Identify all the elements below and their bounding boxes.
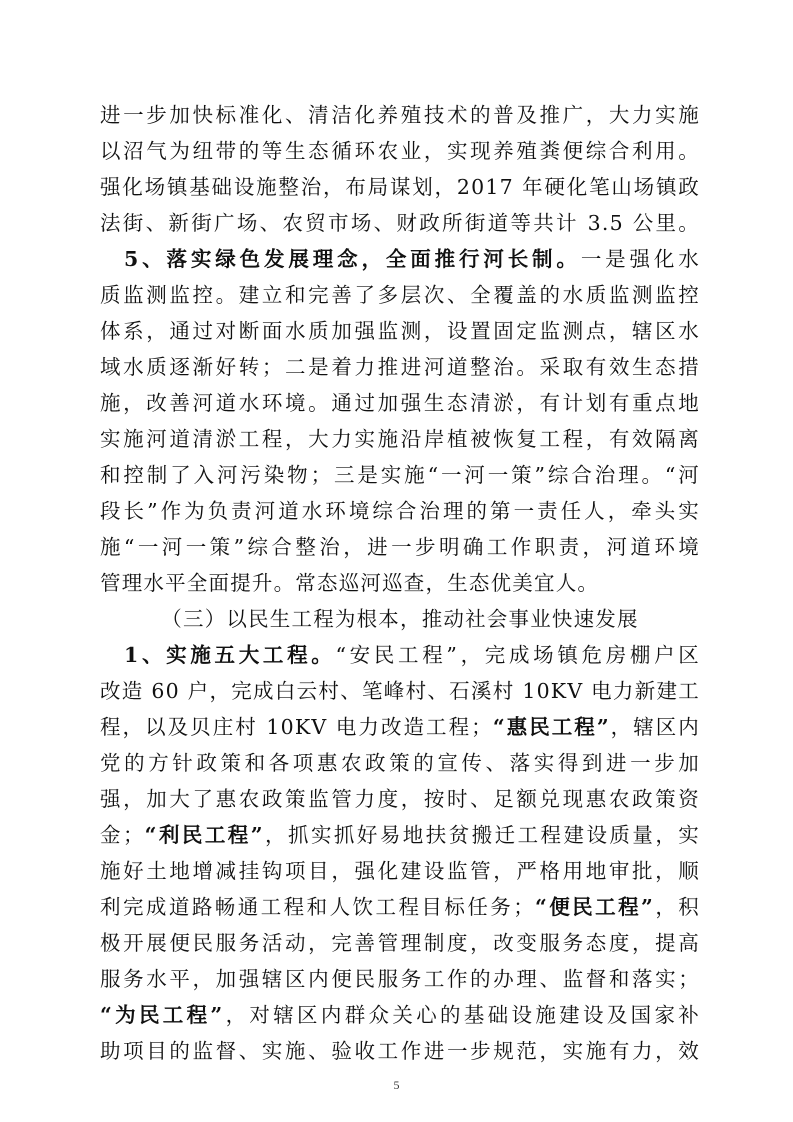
body-text-line: 改造 60 户，完成白云村、笔峰村、石溪村 10KV 电力新建工 (100, 679, 700, 703)
bold-term: “为民工程” (100, 1003, 224, 1027)
body-text-line: 助项目的监督、实施、验收工作进一步规范，实施有力，效 (100, 1039, 700, 1063)
body-text: “安民工程”，完成场镇危房棚户区 (335, 643, 700, 667)
body-text-line (100, 709, 700, 745)
body-text-line: 强，加大了惠农政策监管力度，按时、足额兑现惠农政策资 (100, 787, 700, 811)
bold-term: “利民工程” (144, 823, 264, 847)
body-text: ，抓实抓好易地扶贫搬迁工程建设质量，实 (263, 823, 700, 847)
body-text-line: 党的方针政策和各项惠农政策的宣传、落实得到进一步加 (100, 751, 700, 775)
body-text-line: 极开展便民服务活动，完善管理制度，改变服务态度，提高 (100, 931, 700, 955)
page-number: 5 (393, 1078, 400, 1092)
body-text-line: 施“一河一策”综合整治，进一步明确工作职责，河道环境 (100, 535, 700, 559)
body-text-line (100, 817, 700, 853)
body-text-line (100, 997, 700, 1033)
body-text-line: 强化场镇基础设施整治，布局谋划，2017 年硬化笔山场镇政 (100, 175, 700, 199)
body-text-line (100, 889, 700, 925)
body-text-line: 和控制了入河污染物；三是实施“一河一策”综合治理。“河 (100, 463, 700, 487)
bold-term: “惠民工程” (492, 715, 610, 739)
body-text: ，辖区内 (609, 715, 700, 739)
body-text-line: 体系，通过对断面水质加强监测，设置固定监测点，辖区水 (100, 319, 700, 343)
body-text-line: 施好土地增减挂钩项目，强化建设监管，严格用地审批，顺 (100, 859, 700, 883)
body-text-line: 施，改善河道水环境。通过加强生态清淤，有计划有重点地 (100, 391, 700, 415)
body-text-line: 域水质逐渐好转；二是着力推进河道整治。采取有效生态措 (100, 355, 700, 379)
body-text-line: 进一步加快标准化、清洁化养殖技术的普及推广，大力实施 (100, 103, 700, 127)
body-text-line: 以沼气为纽带的等生态循环农业，实现养殖粪便综合利用。 (100, 139, 700, 163)
body-text: 一是强化水 (580, 247, 700, 271)
paragraph-heading: 5、落实绿色发展理念，全面推行河长制。 (124, 247, 581, 271)
body-text-line: 法街、新街广场、农贸市场、财政所街道等共计 3.5 公里。 (100, 211, 700, 235)
body-text-line: 质监测监控。建立和完善了多层次、全覆盖的水质监测监控 (100, 283, 700, 307)
body-text: 金； (100, 823, 145, 847)
body-text: ，对辖区内群众关心的基础设施建设及国家补 (223, 1003, 700, 1027)
body-text-line: 实施河道清淤工程，大力实施沿岸植被恢复工程，有效隔离 (100, 427, 700, 451)
paragraph-heading: 1、实施五大工程。 (124, 643, 336, 667)
body-text-line: 服务水平，加强辖区内便民服务工作的办理、监督和落实； (100, 967, 700, 991)
body-text: ，积 (654, 895, 700, 919)
paragraph-first-line (124, 637, 700, 673)
body-text-line: 管理水平全面提升。常态巡河巡查，生态优美宜人。 (100, 571, 600, 595)
paragraph-first-line (124, 241, 700, 277)
bold-term: “便民工程” (534, 895, 655, 919)
body-text: 程，以及贝庄村 10KV 电力改造工程； (100, 715, 493, 739)
body-text-line: 段长”作为负责河道水环境综合治理的第一责任人，牵头实 (100, 499, 700, 523)
body-text: 利完成道路畅通工程和人饮工程目标任务； (100, 895, 535, 919)
section-heading: （三）以民生工程为根本，推动社会事业快速发展 (161, 607, 639, 631)
